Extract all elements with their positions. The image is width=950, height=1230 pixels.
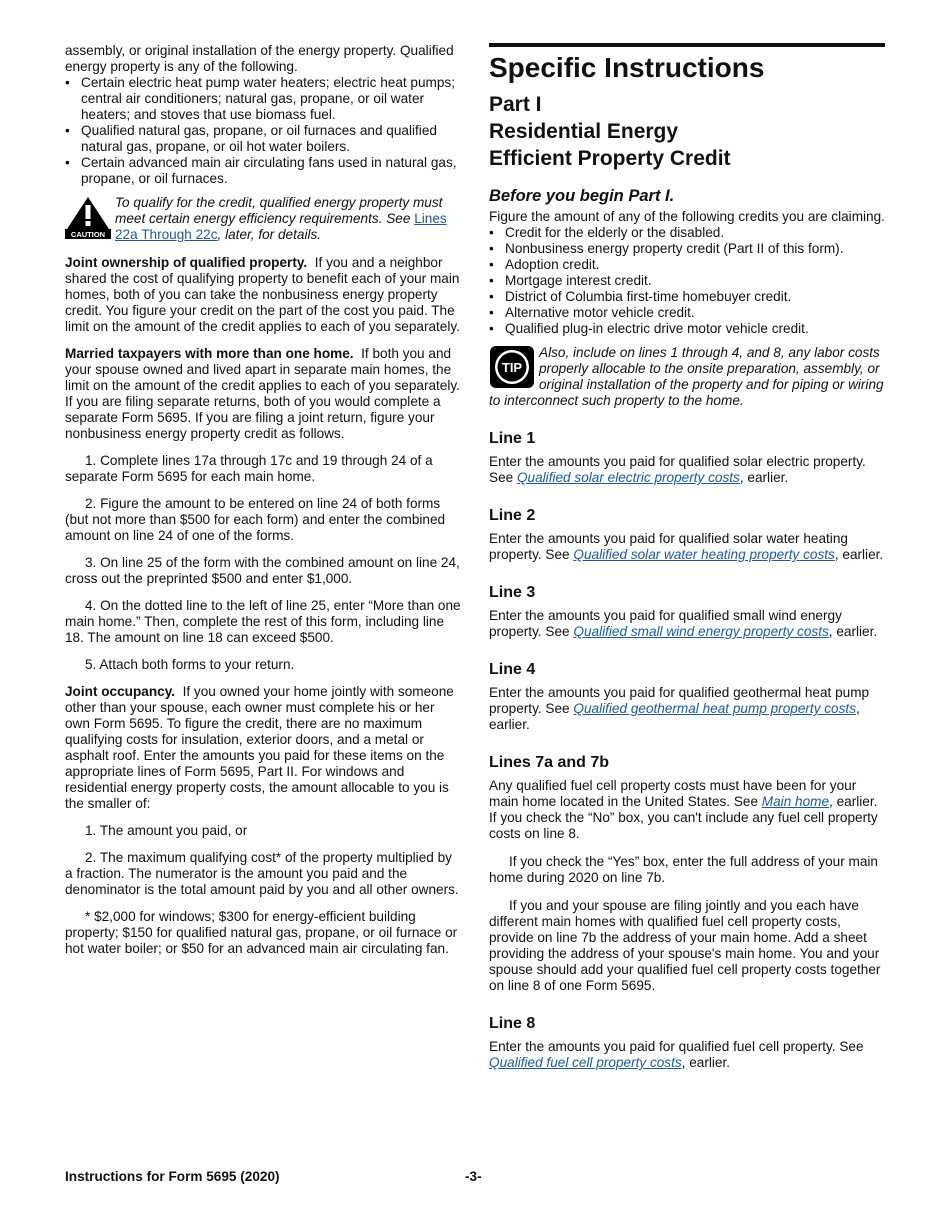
line-7-text: Any qualified fuel cell property costs must have been for your main home located in the United States. See Main home, earlier. If you check the “No” box, you can't include any fuel cell property costs on line 8. [489,778,878,841]
solar-water-link[interactable]: Qualified solar water heating property costs [573,547,835,562]
list-item: • Certain electric heat pump water heaters; electric heat pumps; central air conditioners; natural gas, propane, or oil water heaters; and stoves that use biomass fuel. [65,75,456,122]
caution-text: To qualify for the credit, qualified energy property must meet certain energy efficiency requirements. See Lines 22a Through 22c, later, for details. [115,195,447,242]
joint-ownership-paragraph: Joint ownership of qualified property. If you and a neighbor shared the cost of qualifying property to benefit each of your main homes, both of you can take the nonbusiness energy property credit. You figure your credit on the part of the cost you paid. The limit on the amount of the credit applies to each of you separately. [65,255,460,334]
list-item: • Mortgage interest credit. [489,273,652,288]
married-step-4: 4. On the dotted line to the left of line 25, enter “More than one main home.” Then, complete the rest of this form, including line 18. The amount on line 18 can exceed $500. [65,598,461,645]
tip-icon [489,345,535,389]
part-title-line-2: Efficient Property Credit [489,147,731,170]
page-title: Specific Instructions [489,52,765,83]
section-rule [489,43,885,47]
list-item: • Certain advanced main air circulating fans used in natural gas, propane, or oil furnaces. [65,155,457,186]
solar-electric-link[interactable]: Qualified solar electric property costs [516,470,740,485]
occupancy-footnote: * $2,000 for windows; $300 for energy-efficient building property; $150 for qualified natural gas, propane, or oil furnace or hot water boiler; or $50 for an advanced main air circulating fan. [65,909,458,956]
married-step-2: 2. Figure the amount to be entered on line 24 of both forms (but not more than $500 for each form) and enter the combined amount on line 24 of one of the forms. [65,496,446,543]
small-wind-link[interactable]: Qualified small wind energy property costs [573,624,829,639]
part-title-line-1: Residential Energy [489,120,679,143]
list-item: • Adoption credit. [489,257,600,272]
line-1-heading: Line 1 [489,430,536,447]
caution-icon [65,195,111,239]
line-7-heading: Lines 7a and 7b [489,754,610,771]
caution-box [65,195,461,243]
line-1-text: Enter the amounts you paid for qualified solar electric property. See Qualified solar electric property costs, earlier. [489,454,866,485]
line-3-heading: Line 3 [489,584,536,601]
line-7-para-3: If you and your spouse are filing jointly and you each have different main homes with qualified fuel cell property costs, provide on line 7b the address of your main home. Add a sheet providing the address of your spouse's main home. You and your spouse should add your qualified fuel cell property costs together on line 8 of one Form 5695. [489,898,881,993]
married-step-5: 5. Attach both forms to your return. [85,657,295,672]
line-4-text: Enter the amounts you paid for qualified geothermal heat pump property. See Qualified geothermal heat pump property costs, earlier. [489,685,870,732]
before-heading: Before you begin Part I. [489,187,675,205]
fuel-cell-link[interactable]: Qualified fuel cell property costs [489,1055,682,1070]
tip-text: Also, include on lines 1 through 4, and 8, any labor costs properly allocable to the onsite preparation, assembly, or original installation of the property and for piping or wiring to interconnect such property to the home. [489,345,884,408]
occupancy-step-1: 1. The amount you paid, or [85,823,248,838]
line-3-text: Enter the amounts you paid for qualified small wind energy property. See Qualified small wind energy property costs, earlier. [489,608,878,639]
list-item: • Nonbusiness energy property credit (Part II of this form). [489,241,844,256]
line-8-text: Enter the amounts you paid for qualified fuel cell property. See Qualified fuel cell property costs, earlier. [489,1039,864,1070]
list-item: • Qualified natural gas, propane, or oil furnaces and qualified natural gas, propane, or oil hot water boilers. [65,123,437,154]
married-paragraph: Married taxpayers with more than one home. If both you and your spouse owned and lived apart in separate main homes, the limit on the amount of the credit applies to each of you separately. If you are filing separate returns, both of you would complete a separate Form 5695. If you are filing a joint return, figure your nonbusiness energy property credit as follows. [65,346,460,441]
married-step-1: 1. Complete lines 17a through 17c and 19 through 24 of a separate Form 5695 for each main home. [65,453,433,484]
intro-text: assembly, or original installation of the energy property. Qualified energy property is any of the following. [65,43,454,74]
svg-text:TIP: TIP [501,360,523,375]
list-item: • Alternative motor vehicle credit. [489,305,695,320]
tip-box [489,345,885,409]
svg-text:CAUTION: CAUTION [70,230,106,239]
right-column [489,43,885,1071]
joint-occupancy-paragraph: Joint occupancy. If you owned your home jointly with someone other than your spouse, each owner must complete his or her own Form 5695. To figure the credit, there are no maximum qualifying costs for insulation, exterior doors, and a metal or asphalt roof. Enter the amounts you paid for these items on the appropriate lines of Form 5695, Part II. For windows and residential energy property costs, the amount allocable to you is the smaller of: [65,684,454,811]
geothermal-link[interactable]: Qualified geothermal heat pump property costs [573,701,856,716]
before-text: Figure the amount of any of the following credits you are claiming. [489,209,885,224]
lines-22a-22c-link[interactable]: Lines 22a Through 22c [115,211,447,242]
line-7-para-2: If you check the “Yes” box, enter the full address of your main home during 2020 on line 7b. [489,854,878,885]
main-home-link[interactable]: Main home [761,794,830,809]
married-step-3: 3. On line 25 of the form with the combined amount on line 24, cross out the preprinted $500 and enter $1,000. [65,555,460,586]
list-item: • District of Columbia first-time homebuyer credit. [489,289,792,304]
line-2-heading: Line 2 [489,507,536,524]
occupancy-step-2: 2. The maximum qualifying cost* of the property multiplied by a fraction. The numerator is the amount you paid and the denominator is the total amount paid by you and all other owners. [65,850,459,897]
list-item: • Credit for the elderly or the disabled. [489,225,725,240]
part-heading: Part I [489,93,542,116]
line-2-text: Enter the amounts you paid for qualified solar water heating property. See Qualified solar water heating property costs, earlier. [489,531,884,562]
line-8-heading: Line 8 [489,1015,536,1032]
page-number: -3- [465,1169,482,1184]
footer-title: Instructions for Form 5695 (2020) [65,1169,280,1184]
list-item: • Qualified plug-in electric drive motor vehicle credit. [489,321,809,336]
line-4-heading: Line 4 [489,661,536,678]
left-column [65,43,461,968]
